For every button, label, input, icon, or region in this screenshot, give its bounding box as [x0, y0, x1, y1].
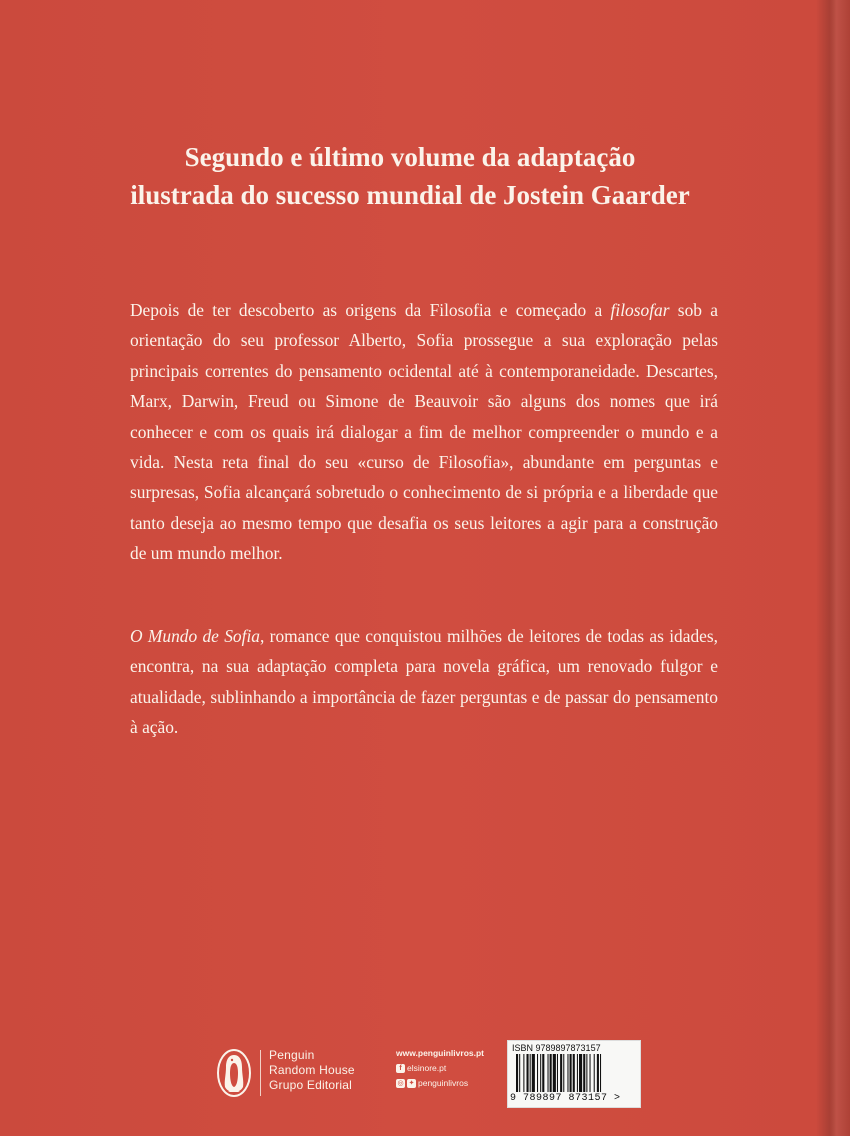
- twitter-icon: ✦: [408, 1080, 415, 1087]
- isbn-barcode: [507, 1040, 641, 1108]
- praise-text: , romance que conquistou milhões de leitores de todas as idades, encontra, na sua adaptação completa para novela gráfica, um renovado fulgor e atualidade, sublinhando a importância de fazer perguntas e de passar do pensamento à ação.: [130, 626, 718, 738]
- publisher-line-3: Grupo Editorial: [269, 1078, 353, 1092]
- social-handle[interactable]: penguinlivros: [418, 1078, 469, 1088]
- publisher-divider: [260, 1050, 261, 1096]
- synopsis-paragraph: [130, 295, 718, 569]
- synopsis-text-start: Depois de ter descoberto as origens da Filosofia e começado a: [130, 300, 611, 320]
- synopsis-text-rest: sob a orientação do seu professor Alberto, Sofia prossegue a sua exploração pelas principais correntes do pensamento ocidental até à contemporaneidade. Descartes, Marx, Darwin, Freud ou Simone de Beauvoir são alguns dos nomes que irá conhecer e com os quais irá dialogar a fim de melhor compreender o mundo e a vida. Nesta reta final do seu «curso de Filosofia», abundante em perguntas e surpresas, Sofia alcançará sobretudo o conhecimento de si própria e a liberdade que tanto deseja ao mesmo tempo que desafia os seus leitores a agir para a construção de um mundo melhor.: [130, 300, 718, 564]
- publisher-name: [269, 1048, 355, 1093]
- website-row[interactable]: [396, 1046, 516, 1061]
- social-row[interactable]: [396, 1076, 516, 1091]
- facebook-icon: f: [396, 1064, 405, 1073]
- penguin-icon: [216, 1048, 252, 1098]
- publisher-line-1: Penguin: [269, 1048, 315, 1062]
- contacts: [396, 1046, 516, 1091]
- website-link[interactable]: www.penguinlivros.pt: [396, 1048, 484, 1058]
- publisher-line-2: Random House: [269, 1063, 355, 1077]
- synopsis-italic-word: filosofar: [610, 300, 670, 320]
- barcode-digits: 9 789897 873157 >: [510, 1093, 621, 1104]
- headline-line-1: Segundo e último volume da adaptação: [184, 142, 636, 172]
- barcode-bars: [512, 1054, 636, 1094]
- instagram-icon: ◎: [397, 1080, 404, 1087]
- headline: [60, 138, 760, 214]
- praise-paragraph: [130, 621, 718, 743]
- headline-line-2: ilustrada do sucesso mundial de Jostein Gaarder: [130, 180, 690, 210]
- cover-edge: [816, 0, 850, 1136]
- footer: [0, 1040, 850, 1120]
- facebook-row[interactable]: [396, 1061, 516, 1076]
- publisher-logo: [216, 1046, 376, 1106]
- facebook-handle[interactable]: elsinore.pt: [407, 1063, 447, 1073]
- book-title-italic: O Mundo de Sofia: [130, 626, 260, 646]
- isbn-label: ISBN 9789897873157: [512, 1043, 601, 1053]
